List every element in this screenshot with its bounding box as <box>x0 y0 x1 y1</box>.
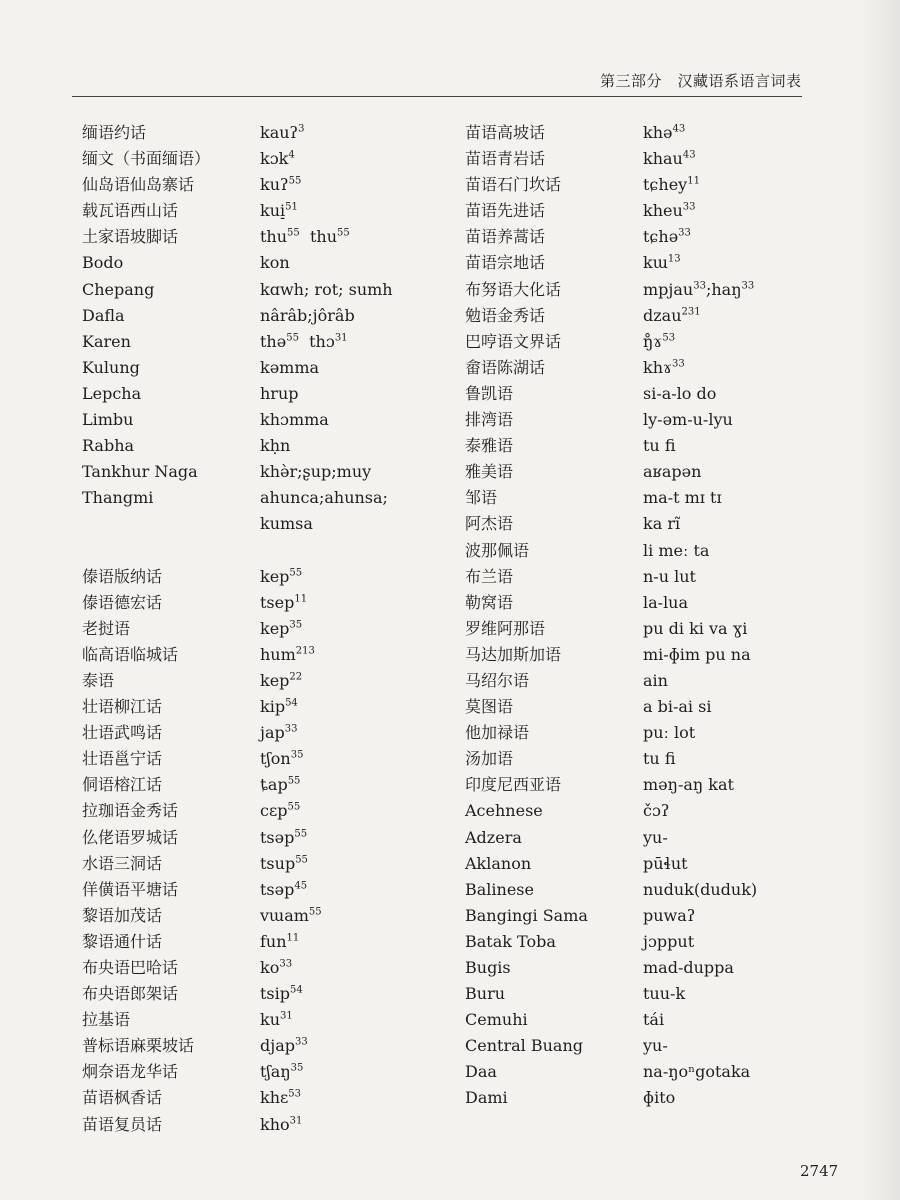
word-form <box>260 772 393 798</box>
language-name: Bugis <box>465 958 511 977</box>
form-text: thu <box>260 227 288 247</box>
word-form <box>260 825 393 851</box>
language-name: 排湾语 <box>465 410 514 430</box>
form-text: thu <box>299 227 337 247</box>
form-text: thɔ <box>298 331 335 351</box>
language-name: 仫佬语罗城话 <box>82 827 179 847</box>
form-text: tsup <box>260 853 296 873</box>
word-form <box>260 277 393 303</box>
language-name: Rabha <box>82 436 135 456</box>
form-text: tái <box>643 1010 665 1030</box>
word-form <box>643 981 757 1007</box>
word-form <box>260 303 393 329</box>
word-form <box>643 877 757 903</box>
tone-superscript: 213 <box>295 645 315 657</box>
language-name: 缅语约话 <box>82 123 147 142</box>
tone-superscript: 35 <box>290 749 304 761</box>
form-text: jap <box>260 723 285 743</box>
form-text: čɔʔ <box>643 801 670 821</box>
word-form <box>260 903 393 929</box>
language-name: Bangingi Sama <box>465 905 588 925</box>
word-form <box>643 303 757 329</box>
language-name: 仙岛语仙岛寨话 <box>82 175 195 195</box>
word-form <box>260 590 393 616</box>
language-name: 邹语 <box>465 488 498 508</box>
form-text: tsəp <box>260 827 295 847</box>
form-text: tu fi <box>643 749 676 769</box>
form-text: pūɬut <box>643 853 688 873</box>
language-name: Acehnese <box>465 801 543 821</box>
word-form <box>260 250 393 276</box>
language-name: 布央语郎架话 <box>82 984 179 1004</box>
tone-superscript: 55 <box>337 228 350 240</box>
language-name: 侗语榕江话 <box>82 775 163 795</box>
word-form <box>260 851 393 877</box>
word-form <box>260 642 393 668</box>
tone-superscript: 33 <box>693 280 706 292</box>
language-name: 苗语先进话 <box>465 201 546 221</box>
language-name: Batak Toba <box>465 931 556 951</box>
form-text: kui̠ <box>260 201 286 221</box>
language-name: Bodo <box>82 253 124 273</box>
language-name: 苗语高坡话 <box>465 123 546 142</box>
form-text: si-a-lo do <box>643 383 717 403</box>
language-name: 炯奈语龙华话 <box>82 1062 179 1082</box>
form-text: yu- <box>643 827 668 847</box>
language-name: Limbu <box>82 410 134 430</box>
form-text: li meː ta <box>643 540 710 560</box>
form-text: kɑwh; rot; sumh <box>260 279 393 299</box>
tone-superscript: 43 <box>672 123 686 135</box>
word-form <box>260 381 393 407</box>
word-form <box>643 772 757 798</box>
word-form <box>260 538 393 564</box>
tone-superscript: 22 <box>289 671 303 683</box>
language-name: Buru <box>465 984 506 1004</box>
word-form <box>643 1059 757 1085</box>
tone-superscript: 33 <box>279 958 293 970</box>
language-name: 苗语养蒿话 <box>465 227 546 247</box>
word-form <box>260 1059 393 1085</box>
word-form <box>643 224 757 250</box>
language-name: Balinese <box>465 879 534 899</box>
tone-superscript: 13 <box>667 254 681 266</box>
language-name: 壮语武鸣话 <box>82 723 163 743</box>
word-form <box>643 355 757 381</box>
word-form <box>643 720 757 746</box>
language-name: 缅文（书面缅语） <box>82 149 211 169</box>
form-text: ahunca;ahunsa; <box>260 488 388 508</box>
page-number: 2747 <box>800 1162 839 1180</box>
form-text: dzau <box>643 305 682 325</box>
tone-superscript: 55 <box>287 228 300 240</box>
language-name: Aklanon <box>465 853 532 873</box>
word-form <box>643 146 757 172</box>
tone-superscript: 33 <box>294 1036 308 1048</box>
word-form <box>260 877 393 903</box>
word-form <box>260 224 393 250</box>
language-name: 泰语 <box>82 670 115 690</box>
language-name: Kulung <box>82 357 140 377</box>
language-name: 苗语枫香话 <box>82 1088 163 1108</box>
word-form <box>643 538 757 564</box>
tone-superscript: 53 <box>288 1089 302 1101</box>
tone-superscript: 55 <box>308 906 322 918</box>
language-name: 畲语陈湖话 <box>465 357 546 377</box>
tone-superscript: 55 <box>295 854 308 866</box>
language-name: 勒窝语 <box>465 592 514 612</box>
form-text: tuu-k <box>643 984 686 1004</box>
tone-superscript: 11 <box>286 932 300 944</box>
form-text: djap <box>260 1036 295 1056</box>
language-name: 土家语坡脚话 <box>82 227 179 247</box>
form-text: tu fi <box>643 436 676 456</box>
word-form <box>643 746 757 772</box>
form-text: nuduk(duduk) <box>643 879 758 899</box>
word-form <box>643 590 757 616</box>
form-text: puwaʔ <box>643 905 696 925</box>
word-form <box>643 694 757 720</box>
word-form <box>643 120 757 146</box>
form-text: yu- <box>643 1036 668 1056</box>
word-form <box>260 407 393 433</box>
language-name: 佯僙语平塘话 <box>82 879 179 899</box>
form-text: mad-duppa <box>643 958 734 977</box>
language-name: 雅美语 <box>465 462 514 482</box>
word-form <box>260 433 393 459</box>
tone-superscript: 53 <box>662 332 676 344</box>
form-text: ko <box>260 958 280 977</box>
form-text: pu di ki va ɣi <box>643 618 748 638</box>
language-name: 傣语德宏话 <box>82 592 163 612</box>
form-text: aʁapən <box>643 462 702 482</box>
word-form <box>260 798 393 824</box>
form-text: ɸito <box>643 1088 676 1108</box>
language-name: Tankhur Naga <box>82 462 198 482</box>
word-form <box>260 198 393 224</box>
language-name: Dami <box>465 1088 508 1108</box>
form-text: tsəp <box>260 879 295 899</box>
form-text: tʃon <box>260 749 291 769</box>
word-form <box>643 407 757 433</box>
form-text: kḥn <box>260 436 291 456</box>
language-name: Cemuhi <box>465 1010 528 1030</box>
tone-superscript: 33 <box>672 358 685 370</box>
form-text: thə <box>260 331 287 351</box>
tone-superscript: 35 <box>289 619 303 631</box>
right-language-column <box>465 120 588 1112</box>
language-name: 黎语通什话 <box>82 931 163 951</box>
word-form <box>260 146 393 172</box>
word-form <box>643 1085 757 1111</box>
word-form <box>260 172 393 198</box>
form-text: n-u lut <box>643 566 696 586</box>
word-form <box>260 485 393 511</box>
form-text: hum <box>260 644 296 664</box>
form-text: kho <box>260 1114 290 1134</box>
language-name: 布央语巴哈话 <box>82 958 179 977</box>
word-form <box>643 903 757 929</box>
tone-superscript: 35 <box>290 1063 304 1075</box>
tone-superscript: 55 <box>289 567 303 579</box>
form-text: kep <box>260 670 290 690</box>
language-name: 载瓦语西山话 <box>82 201 179 221</box>
tone-superscript: 55 <box>287 776 301 788</box>
language-name: Dafla <box>82 305 125 325</box>
tone-superscript: 45 <box>294 880 308 892</box>
language-name: 波那佩语 <box>465 540 530 560</box>
word-form <box>260 329 393 355</box>
form-text: ka rĩ <box>643 514 681 534</box>
tone-superscript: 11 <box>687 175 700 187</box>
language-name: 老挝语 <box>82 618 131 638</box>
language-name: 苗语宗地话 <box>465 253 546 273</box>
language-name: 巴哼语文界话 <box>465 331 562 351</box>
language-name: Lepcha <box>82 383 142 403</box>
left-language-column <box>82 120 210 1138</box>
word-form <box>260 511 393 537</box>
language-name: 壮语柳江话 <box>82 697 163 717</box>
word-form <box>643 485 757 511</box>
form-text: kip <box>260 697 286 717</box>
form-text: cɛp <box>260 801 288 821</box>
form-text: a bi-ai si <box>643 697 712 717</box>
word-form <box>260 1033 393 1059</box>
language-name <box>82 511 210 537</box>
form-text: khə̀r;ʂup;muy <box>260 462 372 482</box>
language-name: 鲁凯语 <box>465 383 514 403</box>
form-text: ain <box>643 670 668 690</box>
language-name: 他加禄语 <box>465 723 530 743</box>
form-text: tsep <box>260 592 295 612</box>
language-name: 苗语青岩话 <box>465 149 546 169</box>
form-text: khɤ <box>643 357 673 377</box>
form-text: kheu <box>643 201 683 221</box>
running-header: 第三部分 汉藏语系语言词表 <box>600 72 802 90</box>
form-text: məŋ-aŋ kat <box>643 775 734 795</box>
word-form <box>260 668 393 694</box>
word-form <box>260 1085 393 1111</box>
form-text: kep <box>260 566 290 586</box>
word-form <box>260 616 393 642</box>
word-form <box>643 433 757 459</box>
form-text: tʃaŋ <box>260 1062 291 1082</box>
language-name <box>82 538 210 564</box>
language-name: 布努语大化话 <box>465 279 562 299</box>
language-name: 壮语邕宁话 <box>82 749 163 769</box>
word-form <box>260 929 393 955</box>
language-name: 马达加斯加语 <box>465 644 562 664</box>
form-text: kumsa <box>260 514 313 534</box>
word-form <box>260 1112 393 1138</box>
language-name: 泰雅语 <box>465 436 514 456</box>
word-form <box>260 120 393 146</box>
tone-superscript: 33 <box>682 201 696 213</box>
form-text: ly-əm-u-lyu <box>643 410 733 430</box>
form-text: ȶap <box>260 775 288 795</box>
language-name: Central Buang <box>465 1036 583 1056</box>
tone-superscript: 55 <box>286 332 299 344</box>
tone-superscript: 55 <box>287 802 301 814</box>
left-form-column <box>260 120 393 1138</box>
word-form <box>260 981 393 1007</box>
language-name: 阿杰语 <box>465 514 514 534</box>
language-name: 苗语复员话 <box>82 1114 163 1134</box>
form-text: la-lua <box>643 592 689 612</box>
language-name: 布兰语 <box>465 566 514 586</box>
word-form <box>643 668 757 694</box>
tone-superscript: 31 <box>289 1115 303 1127</box>
word-form <box>643 1007 757 1033</box>
language-name: 罗维阿那语 <box>465 618 546 638</box>
language-name: 苗语石门坎话 <box>465 175 562 195</box>
form-text: mpjau <box>643 279 694 299</box>
word-form <box>643 1033 757 1059</box>
word-form <box>643 329 757 355</box>
language-name: 傣语版纳话 <box>82 566 163 586</box>
form-text: kɔk <box>260 149 289 169</box>
word-form <box>643 250 757 276</box>
form-text: kuʔ <box>260 175 289 195</box>
form-text: ;haŋ <box>705 279 742 299</box>
word-form <box>643 798 757 824</box>
word-form <box>643 616 757 642</box>
form-text: nârâb;jôrâb <box>260 305 355 325</box>
tone-superscript: 43 <box>682 149 696 161</box>
form-text: tsip <box>260 984 290 1004</box>
word-form <box>643 381 757 407</box>
form-text: tɕhey <box>643 175 688 195</box>
word-form <box>260 720 393 746</box>
word-form <box>260 355 393 381</box>
form-text: hrup <box>260 383 299 403</box>
form-text: khɔmma <box>260 410 329 430</box>
language-name: 莫图语 <box>465 697 514 717</box>
tone-superscript: 33 <box>741 280 755 292</box>
word-form <box>260 459 393 485</box>
tone-superscript: 3 <box>298 123 305 135</box>
word-form <box>643 955 757 981</box>
tone-superscript: 33 <box>678 228 691 240</box>
tone-superscript: 4 <box>288 149 295 161</box>
form-text: kon <box>260 253 290 273</box>
form-text: khau <box>643 149 683 169</box>
page-edge-shadow <box>860 0 900 1200</box>
tone-superscript: 55 <box>294 828 308 840</box>
form-text: kauʔ <box>260 123 299 142</box>
word-form <box>260 746 393 772</box>
word-form <box>643 642 757 668</box>
word-form <box>260 564 393 590</box>
form-text: kɯ <box>643 253 668 273</box>
language-name: Thangmi <box>82 488 154 508</box>
form-text: mi-ɸim pu na <box>643 644 751 664</box>
right-form-column <box>643 120 757 1112</box>
language-name: Chepang <box>82 279 155 299</box>
form-text: ma-t mɪ tɪ <box>643 488 722 508</box>
language-name: 勉语金秀话 <box>465 305 546 325</box>
form-text: puː lot <box>643 723 696 743</box>
tone-superscript: 31 <box>334 332 348 344</box>
form-text: kəmma <box>260 357 320 377</box>
word-form <box>643 277 757 303</box>
word-form <box>260 694 393 720</box>
word-form <box>643 825 757 851</box>
form-text: vɯam <box>260 905 309 925</box>
word-form <box>643 459 757 485</box>
word-form <box>643 851 757 877</box>
tone-superscript: 54 <box>285 697 298 709</box>
language-name: 水语三洞话 <box>82 853 163 873</box>
language-name: 马绍尔语 <box>465 670 530 690</box>
language-name: 临高语临城话 <box>82 644 179 664</box>
tone-superscript: 11 <box>294 593 308 605</box>
word-form <box>643 929 757 955</box>
tone-superscript: 33 <box>284 723 298 735</box>
tone-superscript: 55 <box>288 175 302 187</box>
language-name: 普标语麻栗坡话 <box>82 1036 195 1056</box>
language-name: Karen <box>82 331 131 351</box>
word-form <box>643 172 757 198</box>
language-name: 黎语加茂话 <box>82 905 163 925</box>
language-name: 汤加语 <box>465 749 514 769</box>
language-name: 印度尼西亚语 <box>465 775 562 795</box>
form-text: na-ŋoⁿgotaka <box>643 1062 751 1082</box>
word-form <box>260 955 393 981</box>
tone-superscript: 231 <box>681 306 701 318</box>
form-text: tɕhə <box>643 227 679 247</box>
word-form <box>643 198 757 224</box>
form-text: jɔpput <box>643 931 695 951</box>
word-form <box>643 511 757 537</box>
language-name: Daa <box>465 1062 497 1082</box>
word-form <box>260 1007 393 1033</box>
form-text: kep <box>260 618 290 638</box>
form-text: fun <box>260 931 287 951</box>
word-form <box>643 564 757 590</box>
header-rule <box>72 96 802 97</box>
form-text: ŋ̊ɤ <box>643 331 663 351</box>
language-name: 拉珈语金秀话 <box>82 801 179 821</box>
tone-superscript: 51 <box>285 201 298 213</box>
form-text: khə <box>643 123 673 142</box>
form-text: khɛ <box>260 1088 289 1108</box>
form-text: ku <box>260 1010 280 1030</box>
language-name: 拉基语 <box>82 1010 131 1030</box>
tone-superscript: 31 <box>280 1010 293 1022</box>
language-name: Adzera <box>465 827 522 847</box>
tone-superscript: 54 <box>290 984 303 996</box>
